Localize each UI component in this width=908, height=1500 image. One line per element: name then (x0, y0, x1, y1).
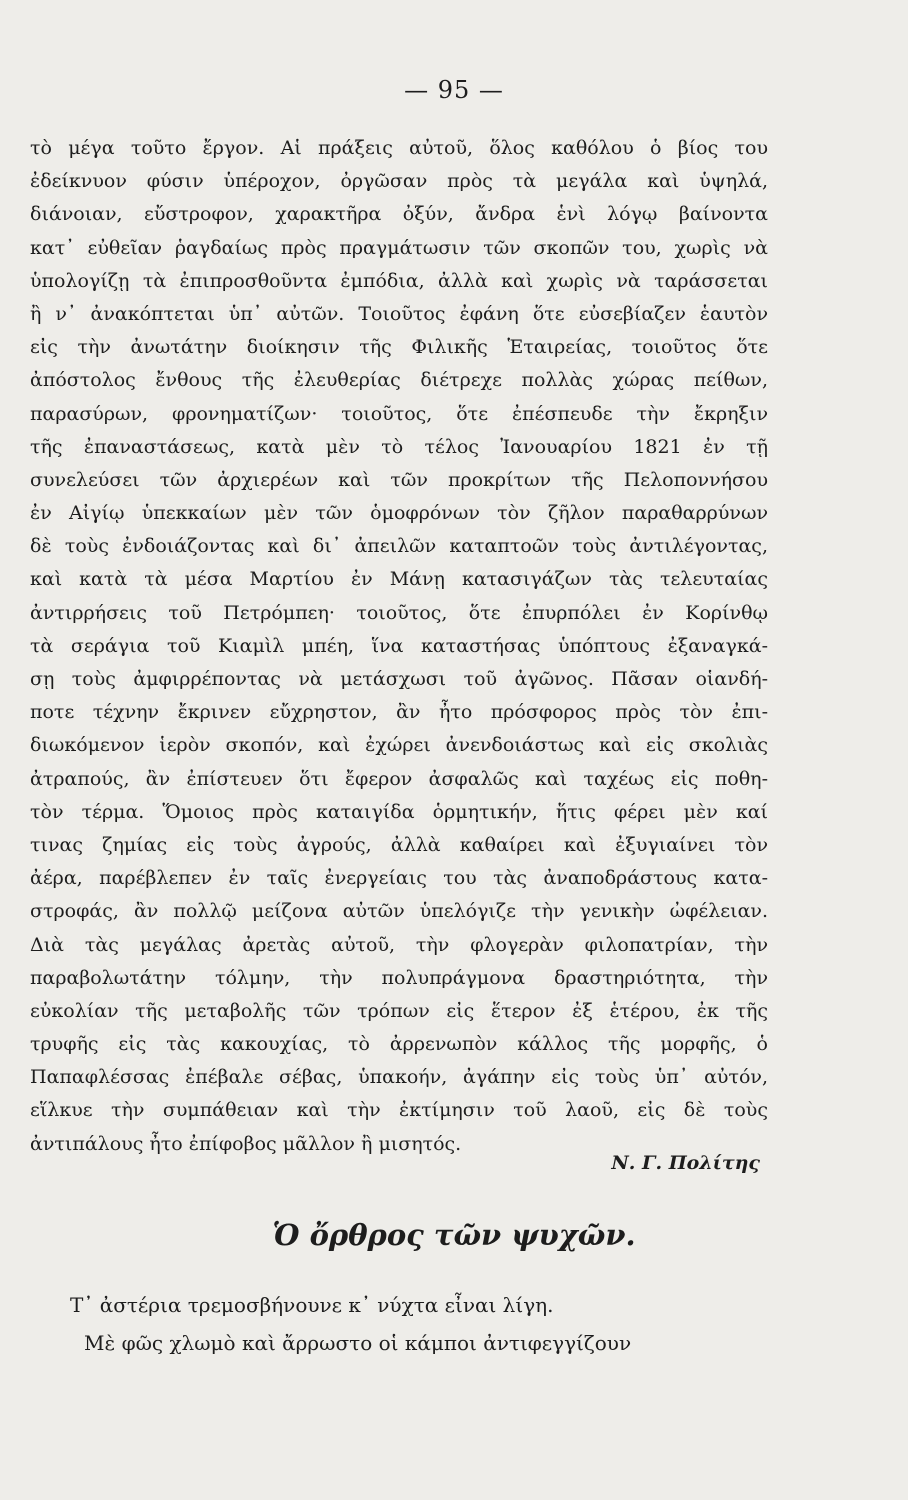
text-line: τὰ σεράγια τοῦ Κιαμὶλ μπέη, ἵνα καταστήσας ὑπόπτους ἐξαναγκά- (30, 634, 768, 657)
text-line: Διὰ τὰς μεγάλας ἀρετὰς αὐτοῦ, τὴν φλογερὰν φιλοπατρίαν, τὴν (30, 933, 768, 956)
text-line: τρυφῆς εἰς τὰς κακουχίας, τὸ ἀρρενωπὸν κάλλος τῆς μορφῆς, ὁ (30, 1033, 768, 1056)
text-line: ἀντιπάλους ἦτο ἐπίφοβος μᾶλλον ἢ μισητός. (30, 1132, 462, 1155)
poem-title: Ὁ ὄρθρος τῶν ψυχῶν. (272, 1218, 636, 1252)
text-line: εἵλκυε τὴν συμπάθειαν καὶ τὴν ἐκτίμησιν τοῦ λαοῦ, εἰς δὲ τοὺς (30, 1099, 768, 1122)
author-signature: Ν. Γ. Πολίτης (611, 1152, 760, 1174)
text-line: ἀπόστολος ἔνθους τῆς ἐλευθερίας διέτρεχε πολλὰς χώρας πείθων, (30, 369, 768, 392)
text-line: ἐν Αἰγίῳ ὑπεκκαίων μὲν τῶν ὁμοφρόνων τὸν ζῆλον παραθαρρύνων (30, 502, 768, 525)
text-line: παρασύρων, φρονηματίζων· τοιοῦτος, ὅτε ἐπέσπευδε τὴν ἔκρηξιν (30, 402, 768, 425)
poem-line: Τ᾽ ἀστέρια τρεμοσβήνουνε κ᾽ νύχτα εἶναι λίγη. (70, 1293, 554, 1317)
text-line: τὸν τέρμα. Ὅμοιος πρὸς καταιγίδα ὁρμητικήν, ἥτις φέρει μὲν καί (30, 800, 768, 823)
text-line: κατ᾽ εὐθεῖαν ῥαγδαίως πρὸς πραγμάτωσιν τῶν σκοπῶν του, χωρὶς νὰ (30, 236, 768, 259)
text-line: καὶ κατὰ τὰ μέσα Μαρτίου ἐν Μάνῃ κατασιγάζων τὰς τελευταίας (30, 568, 768, 591)
text-line: Παπαφλέσσας ἐπέβαλε σέβας, ὑπακοήν, ἀγάπην εἰς τοὺς ὑπ᾽ αὐτόν, (30, 1066, 768, 1089)
text-line: εὐκολίαν τῆς μεταβολῆς τῶν τρόπων εἰς ἕτερον ἐξ ἑτέρου, ἐκ τῆς (30, 999, 768, 1022)
text-line: ὑπολογίζῃ τὰ ἐπιπροσθοῦντα ἐμπόδια, ἀλλὰ καὶ χωρὶς νὰ ταράσσεται (30, 269, 768, 292)
text-line: ἐδείκνυον φύσιν ὑπέροχον, ὀργῶσαν πρὸς τὰ μεγάλα καὶ ὑψηλά, (30, 170, 768, 193)
poem (70, 1286, 631, 1362)
text-line: διωκόμενον ἱερὸν σκοπόν, καὶ ἐχώρει ἀνενδοιάστως καὶ εἰς σκολιὰς (30, 734, 768, 757)
text-line: ἀέρα, παρέβλεπεν ἐν ταῖς ἐνεργείαις του τὰς ἀναποδράστους κατα- (30, 867, 768, 890)
body-text (30, 132, 768, 1161)
text-line: ποτε τέχνην ἔκρινεν εὔχρηστον, ἂν ἦτο πρόσφορος πρὸς τὸν ἐπι- (30, 701, 768, 724)
text-line: τῆς ἐπαναστάσεως, κατὰ μὲν τὸ τέλος Ἰανουαρίου 1821 ἐν τῇ (30, 435, 768, 458)
poem-line: Μὲ φῶς χλωμὸ καὶ ἄρρωστο οἱ κάμποι ἀντιφεγγίζουν (84, 1331, 632, 1355)
text-line: σῃ τοὺς ἀμφιρρέποντας νὰ μετάσχωσι τοῦ ἀγῶνος. Πᾶσαν οἱανδή- (30, 668, 768, 690)
page-number: — 95 — (404, 76, 504, 104)
text-line: ἀντιρρήσεις τοῦ Πετρόμπεη· τοιοῦτος, ὅτε ἐπυρπόλει ἐν Κορίνθῳ (30, 601, 768, 624)
text-line: συνελεύσει τῶν ἀρχιερέων καὶ τῶν προκρίτων τῆς Πελοποννήσου (30, 468, 768, 491)
text-line: εἰς τὴν ἀνωτάτην διοίκησιν τῆς Φιλικῆς Ἑταιρείας, τοιοῦτος ὅτε (30, 336, 768, 359)
text-line: τινας ζημίας εἰς τοὺς ἀγρούς, ἀλλὰ καθαίρει καὶ ἐξυγιαίνει τὸν (30, 833, 768, 856)
text-line: ἀτραπούς, ἂν ἐπίστευεν ὅτι ἔφερον ἀσφαλῶς καὶ ταχέως εἰς ποθη- (30, 767, 768, 790)
text-line: στροφάς, ἂν πολλῷ μείζονα αὐτῶν ὑπελόγιζε τὴν γενικὴν ὠφέλειαν. (30, 900, 768, 923)
text-line: παραβολωτάτην τόλμην, τὴν πολυπράγμονα δραστηριότητα, τὴν (30, 966, 768, 989)
text-line: ἢ ν᾽ ἀνακόπτεται ὑπ᾽ αὐτῶν. Τοιοῦτος ἐφάνη ὅτε εὐσεβίαζεν ἑαυτὸν (30, 302, 768, 325)
text-line: τὸ μέγα τοῦτο ἔργον. Αἱ πράξεις αὐτοῦ, ὅλος καθόλου ὁ βίος του (30, 137, 768, 159)
text-line: δὲ τοὺς ἐνδοιάζοντας καὶ δι᾽ ἀπειλῶν καταπτοῶν τοὺς ἀντιλέγοντας, (30, 535, 768, 558)
text-line: διάνοιαν, εὔστροφον, χαρακτῆρα ὀξύν, ἄνδρα ἑνὶ λόγῳ βαίνοντα (30, 203, 768, 226)
